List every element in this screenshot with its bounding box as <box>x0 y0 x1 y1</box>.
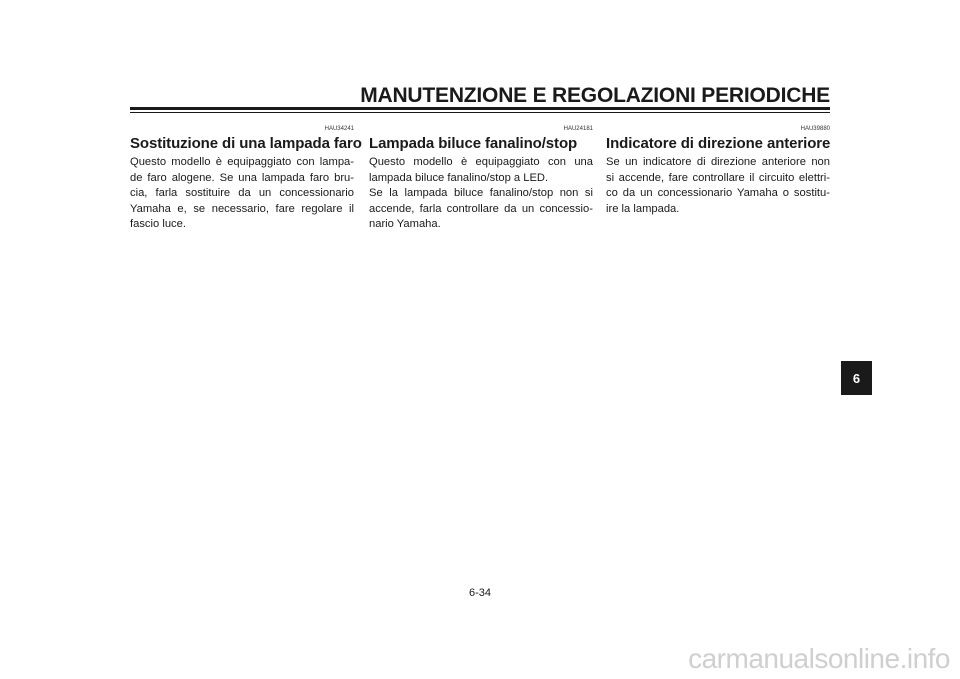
section-paragraph <box>369 155 593 186</box>
text-line: lampada biluce fanalino/stop a LED. <box>369 171 549 184</box>
text-line: ire la lampada. <box>606 202 680 215</box>
section-title: Indicatore di direzione anteriore <box>606 135 831 152</box>
text-line: accende, farla controllare da un concessio- <box>369 202 593 215</box>
page-number: 6-34 <box>468 587 492 599</box>
section-code: HAU24181 <box>563 126 593 132</box>
section-front-turn-signal <box>606 125 830 217</box>
section-paragraph <box>606 155 830 217</box>
section-paragraph <box>369 186 593 233</box>
section-paragraph <box>130 155 354 233</box>
text-line: si accende, fare controllare il circuito elettri- <box>606 171 830 184</box>
text-line: cia, farla sostituire da un concessionario <box>130 187 354 199</box>
header-rule-thick <box>130 107 830 110</box>
section-headlight <box>130 125 362 233</box>
watermark: carmanualsonline.info <box>688 643 950 674</box>
text-line: nario Yamaha. <box>369 218 441 230</box>
text-line: Yamaha e, se necessario, fare regolare il <box>130 202 354 215</box>
section-title: Lampada biluce fanalino/stop <box>369 135 578 152</box>
text-line: Questo modello è equipaggiato con lampa- <box>130 156 354 168</box>
section-code: HAU39880 <box>800 126 830 132</box>
text-line: de faro alogene. Se una lampada faro bru- <box>130 171 354 184</box>
text-line: Questo modello è equipaggiato con una <box>369 156 593 168</box>
section-tail-brake-light <box>369 125 593 233</box>
page-title: MANUTENZIONE E REGOLAZIONI PERIODICHE <box>360 84 830 107</box>
text-line: Se la lampada biluce fanalino/stop non si <box>369 187 593 199</box>
section-code: HAU34241 <box>324 126 354 132</box>
text-line: Se un indicatore di direzione anteriore non <box>606 156 830 168</box>
text-line: co da un concessionario Yamaha o sostitu- <box>606 187 830 199</box>
section-title: Sostituzione di una lampada faro <box>130 135 362 152</box>
text-line: fascio luce. <box>130 218 186 230</box>
header-rule-thin <box>130 112 830 113</box>
chapter-tab: 6 <box>841 361 872 395</box>
